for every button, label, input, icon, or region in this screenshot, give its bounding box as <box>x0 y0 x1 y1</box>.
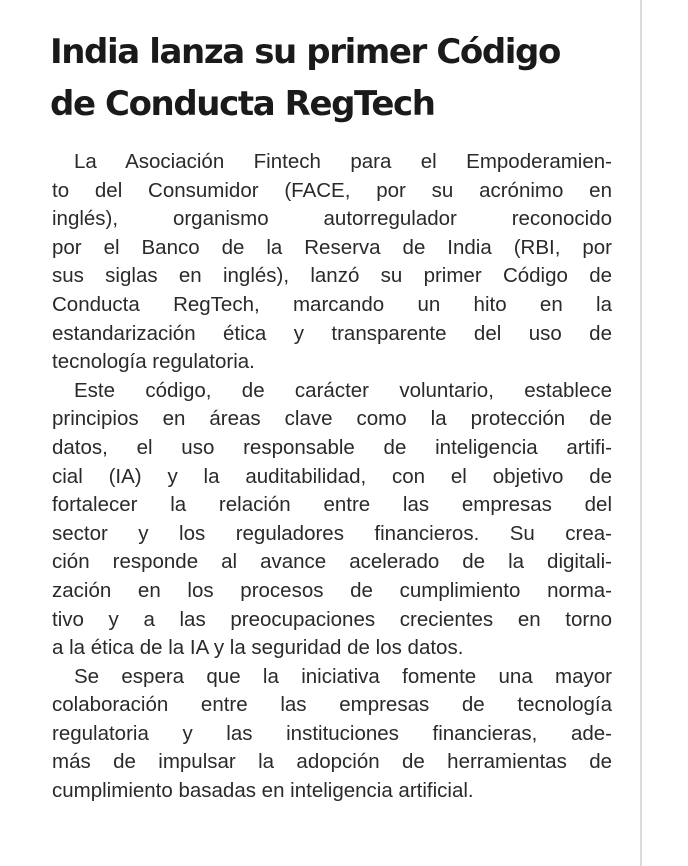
body-line: ción responde al avance acelerado de la digitali- <box>52 550 612 574</box>
body-line: a la ética de la IA y la seguridad de los datos. <box>52 636 464 660</box>
body-line: sector y los reguladores financieros. Su crea- <box>52 521 612 545</box>
body-line: Este código, de carácter voluntario, establece <box>74 378 612 402</box>
body-line: datos, el uso responsable de inteligencia artifi- <box>52 435 612 459</box>
body-line: regulatoria y las instituciones financieras, ade- <box>52 721 612 745</box>
body-line: sus siglas en inglés), lanzó su primer Código de <box>52 264 612 288</box>
paragraph-1 <box>52 148 612 377</box>
body-line: to del Consumidor (FACE, por su acrónimo en <box>52 178 612 202</box>
headline-line: India lanza su primer Código <box>50 32 560 72</box>
article-body <box>52 148 612 806</box>
body-line: tivo y a las preocupaciones crecientes en torno <box>52 607 612 631</box>
headline-line: de Conducta RegTech <box>50 84 435 124</box>
body-line: Conducta RegTech, marcando un hito en la <box>52 292 612 316</box>
body-line: fortalecer la relación entre las empresas del <box>52 493 612 517</box>
body-line: colaboración entre las empresas de tecnología <box>52 693 612 717</box>
body-line: cial (IA) y la auditabilidad, con el objetivo de <box>52 464 612 488</box>
newspaper-clipping <box>20 0 642 866</box>
body-line: estandarización ética y transparente del uso de <box>52 321 612 345</box>
body-line: por el Banco de la Reserva de India (RBI, por <box>52 235 612 259</box>
body-line: La Asociación Fintech para el Empoderamien- <box>74 150 612 173</box>
body-line: más de impulsar la adopción de herramientas de <box>52 750 612 774</box>
body-line: cumplimiento basadas en inteligencia artificial. <box>52 779 474 803</box>
body-line: principios en áreas clave como la protección de <box>52 407 612 431</box>
paragraph-3 <box>52 663 612 806</box>
body-line: inglés), organismo autorregulador reconocido <box>52 207 612 231</box>
paragraph-2 <box>52 377 612 663</box>
body-line: tecnología regulatoria. <box>52 350 255 374</box>
body-line: zación en los procesos de cumplimiento norma- <box>52 578 612 602</box>
body-line: Se espera que la iniciativa fomente una mayor <box>74 664 612 688</box>
article-headline <box>50 26 610 130</box>
